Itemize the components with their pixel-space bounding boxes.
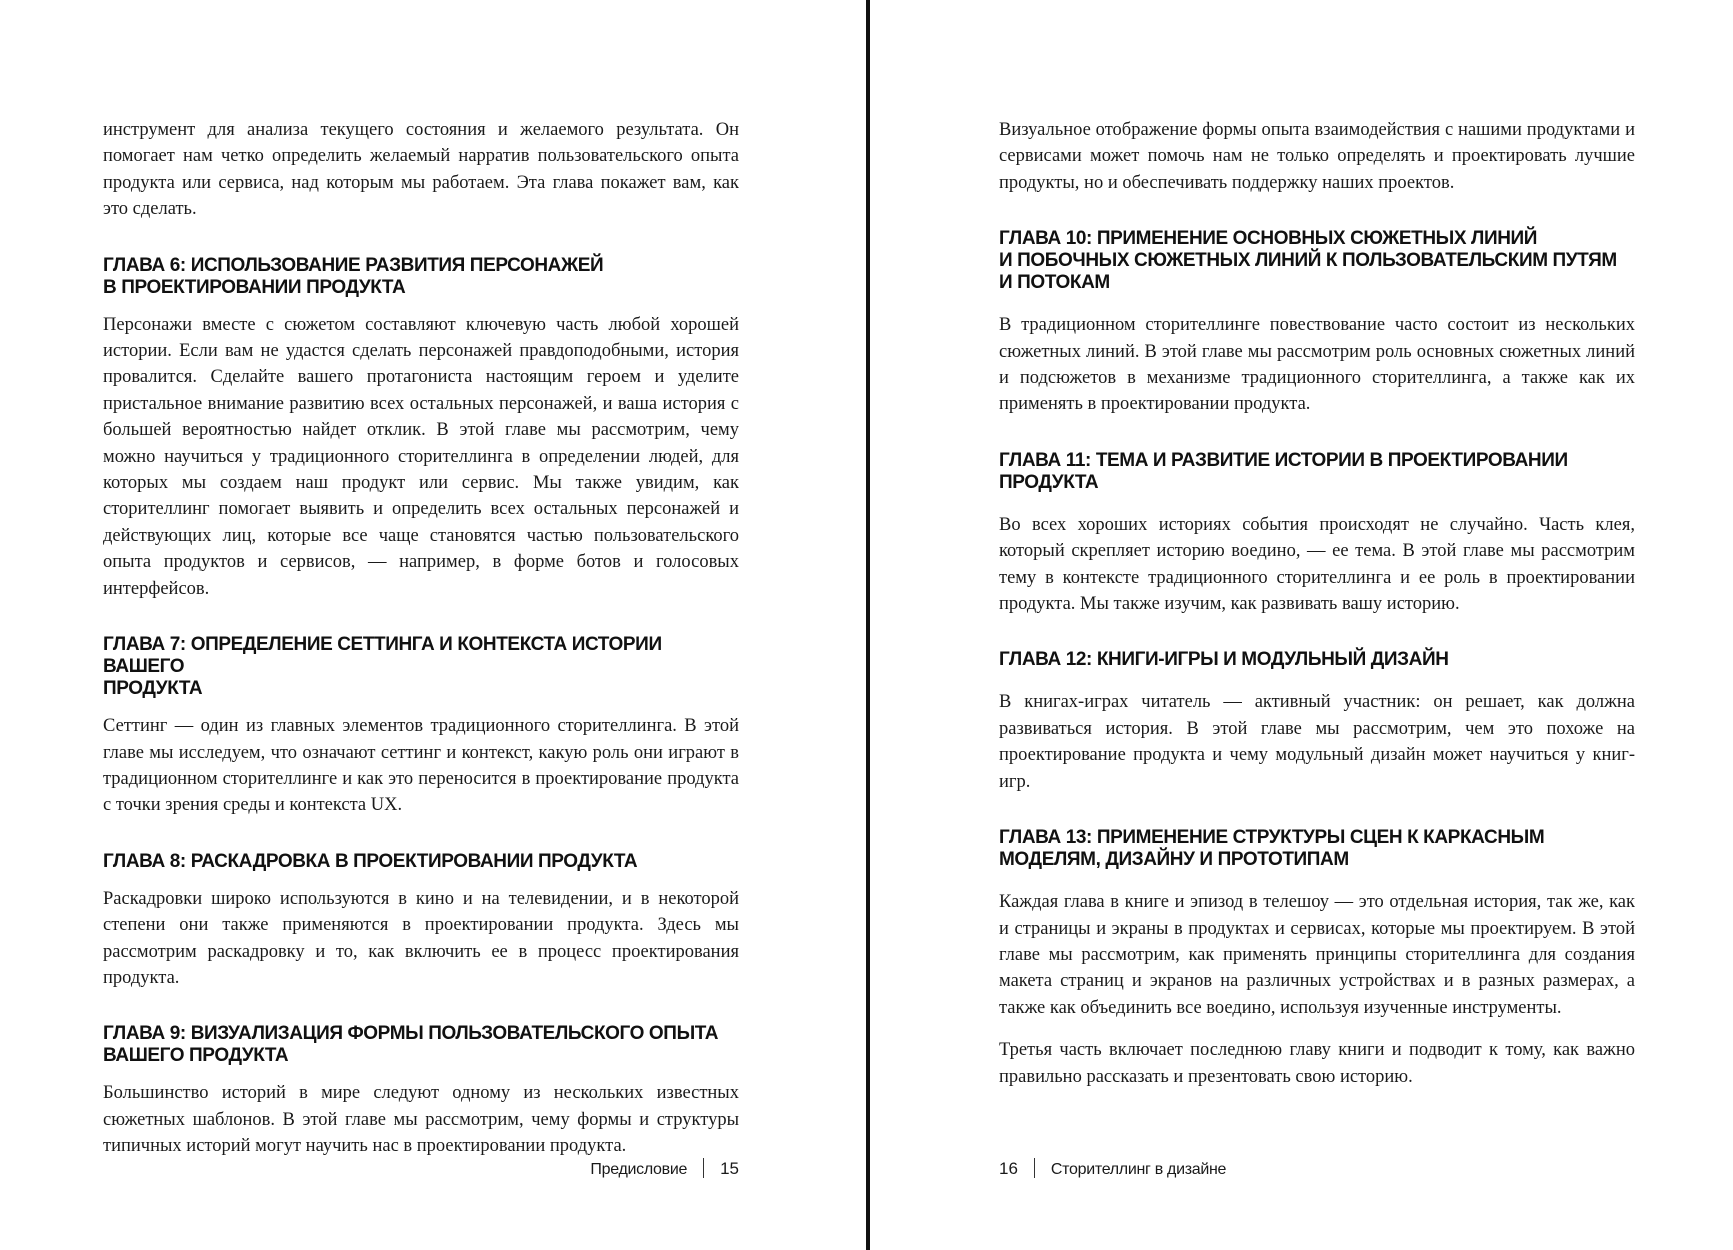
chapter-9-heading [103, 1023, 739, 1067]
heading-line: ГЛАВА 11: ТЕМА И РАЗВИТИЕ ИСТОРИИ В ПРОЕКТИРОВАНИИ [999, 449, 1568, 471]
chapter-7-description: Сеттинг — один из главных элементов традиционного сторителлинга. В этой главе мы исследуем, что означают сеттинг и контекст, какую роль они играют в традиционном сторителлинге и как это переносится в проектирование продукта с точки зрения среды и контекста UX. [103, 716, 739, 816]
right-page [872, 0, 1733, 1250]
chapter-12-heading [999, 649, 1635, 671]
chapter-9-description: Большинство историй в мире следуют одному из нескольких известных сюжетных шаблонов. В этой главе мы рассмотрим, чему формы и структуры типичных историй могут научить нас в проектировании продукта. [103, 1083, 739, 1157]
footer-divider [1034, 1158, 1035, 1178]
chapter-8-description: Раскадровки широко используются в кино и на телевидении, и в некоторой степени они также применяются в проектировании продукта. Здесь мы рассмотрим раскадровку и то, как включить ее в процесс проектирования продукта. [103, 888, 739, 988]
chapter-6-description: Персонажи вместе с сюжетом составляют ключевую часть любой хорошей истории. Если вам не удастся сделать персонажей правдоподобными, история провалится. Сделайте вашего протагониста настоящим героем и уделите пристальное внимание развитию всех остальных персонажей, и ваша история с большей вероятностью найдет отклик. В этой главе мы рассмотрим, чему можно научиться у традиционного сторителлинга в определении людей, для которых мы создаем наш продукт или сервис. Мы также увидим, как сторителлинг помогает выявить и определить всех остальных персонажей и действующих лиц, которые все чаще становятся частью пользовательского опыта продуктов и сервисов, — например, в форме ботов и голосовых интерфейсов. [103, 314, 739, 599]
heading-line: ВАШЕГО ПРОДУКТА [103, 1045, 289, 1067]
heading-line: ГЛАВА 8: РАСКАДРОВКА В ПРОЕКТИРОВАНИИ ПРОДУКТА [103, 850, 638, 872]
running-head: Предисловие [590, 1161, 688, 1178]
chapter-11-heading [999, 450, 1635, 494]
heading-line: ГЛАВА 12: КНИГИ-ИГРЫ И МОДУЛЬНЫЙ ДИЗАЙН [999, 649, 1449, 671]
heading-line: И ПОТОКАМ [999, 272, 1110, 294]
chapter-13-heading [999, 827, 1635, 871]
page-number: 16 [999, 1159, 1018, 1178]
chapter-12-description: В книгах-играх читатель — активный участник: он решает, как должна развиваться история. В этой главе мы рассмотрим, чем это похоже на проектирование продукта и чему модульный дизайн может научиться у книг-игр. [999, 692, 1635, 792]
heading-line: МОДЕЛЯМ, ДИЗАЙНУ И ПРОТОТИПАМ [999, 849, 1349, 871]
intro-paragraph: Визуальное отображение формы опыта взаимодействия с нашими продуктами и сервисами может помочь нам не только определять и проектировать лучшие продукты, но и обеспечивать поддержку наших проектов. [999, 120, 1635, 193]
left-page-content [103, 117, 739, 1160]
chapter-11-description: Во всех хороших историях события происходят не случайно. Часть клея, который скрепляет историю воедино, — ее тема. В этой главе мы рассмотрим тему в контексте традиционного сторителлинга и ее роль в проектировании продукта. Мы также изучим, как развивать вашу историю. [999, 514, 1635, 615]
left-page [0, 0, 866, 1250]
chapter-6-heading [103, 255, 739, 299]
heading-line: ГЛАВА 13: ПРИМЕНЕНИЕ СТРУКТУРЫ СЦЕН К КАРКАСНЫМ [999, 827, 1545, 849]
intro-paragraph: инструмент для анализа текущего состояния и желаемого результата. Он помогает нам четко определить желаемый нарратив пользовательского опыта продукта или сервиса, над которым мы работаем. Эта глава покажет вам, как это сделать. [103, 120, 739, 220]
chapter-10-description: В традиционном сторителлинге повествование часто состоит из нескольких сюжетных линий. В этой главе мы рассмотрим роль основных сюжетных линий и подсюжетов в механизме традиционного сторителлинга, а также как их применять в проектировании продукта. [999, 315, 1635, 415]
heading-line: ГЛАВА 9: ВИЗУАЛИЗАЦИЯ ФОРМЫ ПОЛЬЗОВАТЕЛЬСКОГО ОПЫТА [103, 1023, 719, 1045]
footer-divider [703, 1158, 704, 1178]
heading-line: ГЛАВА 10: ПРИМЕНЕНИЕ ОСНОВНЫХ СЮЖЕТНЫХ ЛИНИЙ [999, 228, 1538, 250]
chapter-10-heading [999, 228, 1635, 294]
heading-line: В ПРОЕКТИРОВАНИИ ПРОДУКТА [103, 276, 406, 298]
heading-line: ГЛАВА 6: ИСПОЛЬЗОВАНИЕ РАЗВИТИЯ ПЕРСОНАЖЕЙ [103, 254, 604, 276]
closing-paragraph: Третья часть включает последнюю главу книги и подводит к тому, как важно правильно рассказать и презентовать свою историю. [999, 1040, 1635, 1087]
heading-line: ПРОДУКТА [103, 678, 203, 700]
heading-line: ГЛАВА 7: ОПРЕДЕЛЕНИЕ СЕТТИНГА И КОНТЕКСТА ИСТОРИИ ВАШЕГО [103, 634, 662, 678]
page-number: 15 [720, 1159, 739, 1178]
chapter-7-heading [103, 634, 739, 700]
book-spine-divider [866, 0, 870, 1250]
running-head: Сторителлинг в дизайне [1050, 1161, 1227, 1178]
heading-line: ПРОДУКТА [999, 471, 1099, 493]
chapter-13-description: Каждая глава в книге и эпизод в телешоу — это отдельная история, так же, как и страницы и экраны в продуктах и сервисах, которые мы проектируем. В этой главе мы рассмотрим, как применять принципы сторителлинга для создания макета страниц и экранов на различных устройствах и в разных размерах, а также как объединить все воедино, используя изученные инструменты. [999, 892, 1635, 1018]
right-page-footer [999, 1158, 1226, 1179]
right-page-content [999, 117, 1635, 1090]
heading-line: И ПОБОЧНЫХ СЮЖЕТНЫХ ЛИНИЙ К ПОЛЬЗОВАТЕЛЬСКИМ ПУТЯМ [999, 250, 1617, 272]
chapter-8-heading [103, 851, 739, 873]
left-page-footer [590, 1158, 739, 1179]
